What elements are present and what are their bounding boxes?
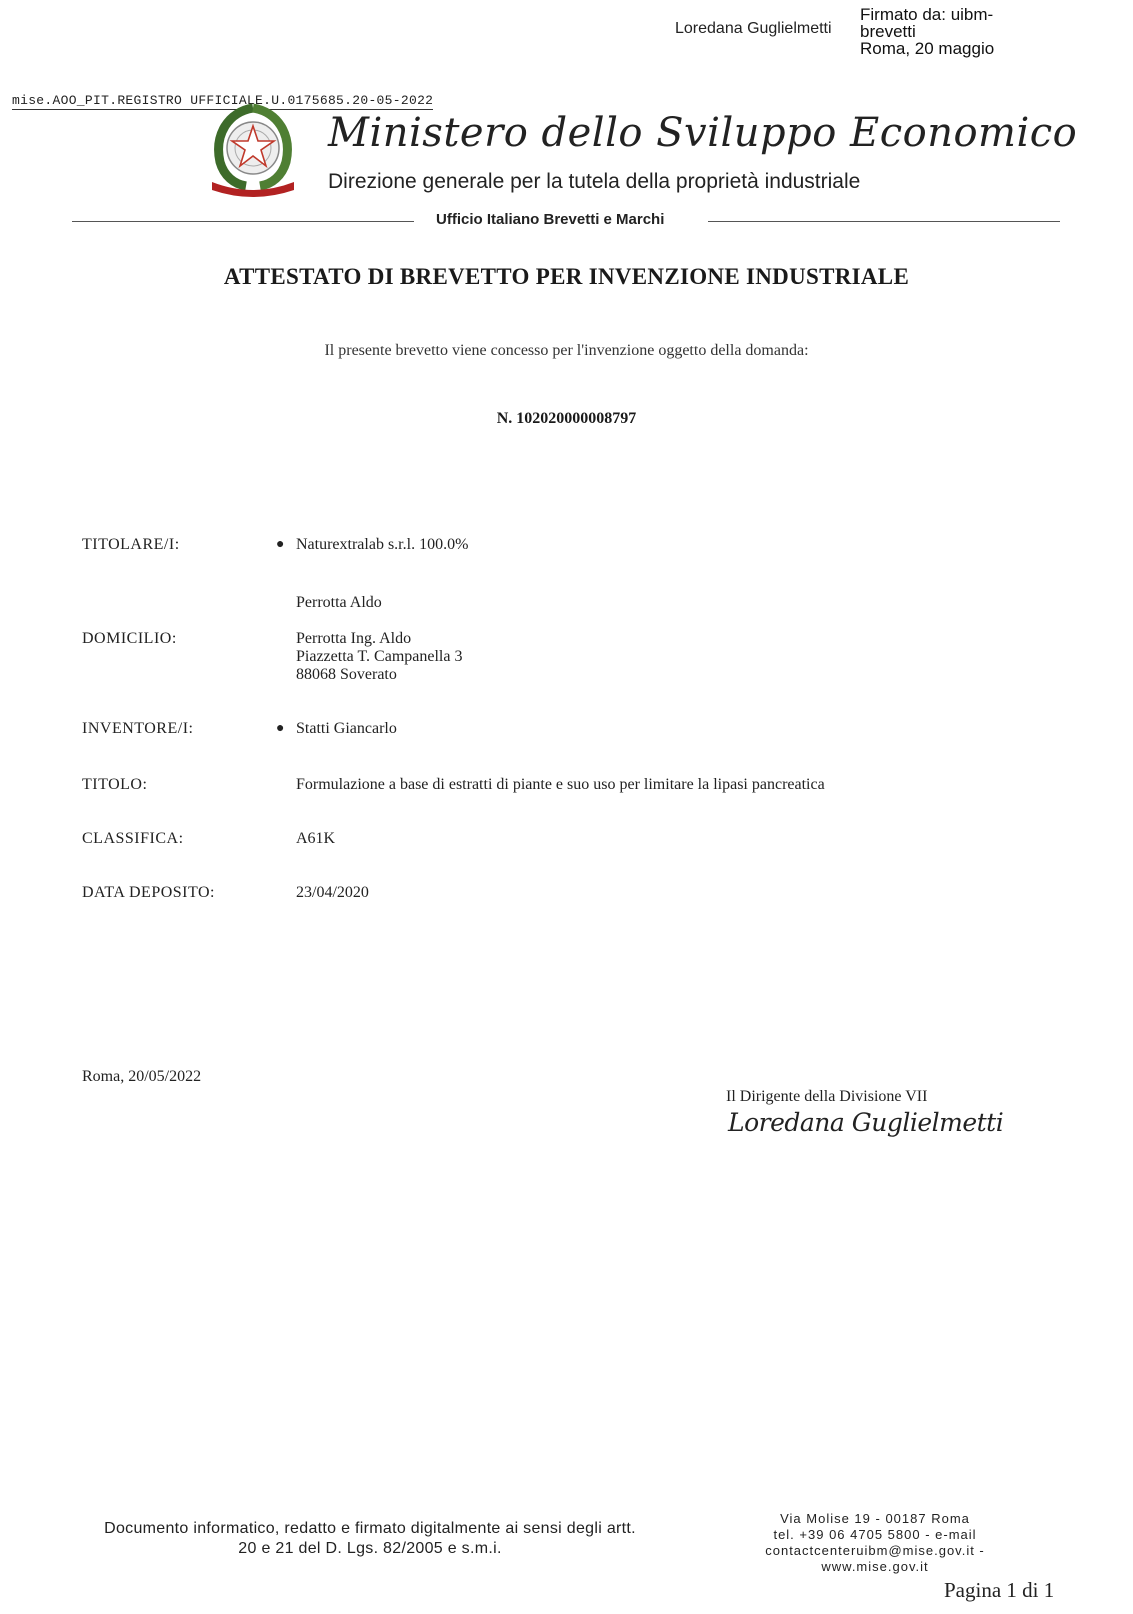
italian-republic-emblem-icon	[206, 100, 300, 200]
inventore-value: Statti Giancarlo	[296, 720, 397, 737]
footer-line: 20 e 21 del D. Lgs. 82/2005 e s.m.i.	[238, 1540, 502, 1557]
data-deposito-label: DATA DEPOSITO:	[82, 884, 215, 901]
application-number: N. 102020000008797	[496, 410, 637, 427]
ufficio-name: Ufficio Italiano Brevetti e Marchi	[436, 211, 665, 228]
rappresentante-value: Perrotta Aldo	[296, 594, 382, 611]
direzione-name: Direzione generale per la tutela della proprietà industriale	[328, 170, 861, 193]
classifica-label: CLASSIFICA:	[82, 830, 184, 847]
titolare-value: Naturextralab s.r.l. 100.0%	[296, 536, 469, 553]
domicilio-label: DOMICILIO:	[82, 630, 177, 647]
domicilio-address	[296, 630, 462, 684]
footer-legal-note	[60, 1519, 680, 1559]
contact-line: www.mise.gov.it	[821, 1559, 929, 1574]
address-line: Perrotta Ing. Aldo	[296, 630, 412, 647]
data-deposito-value: 23/04/2020	[296, 884, 369, 901]
document-title: ATTESTATO DI BREVETTO PER INVENZIONE INDUSTRIALE	[223, 264, 910, 289]
titolo-value: Formulazione a base di estratti di piante e suo uso per limitare la lipasi pancreatica	[296, 776, 825, 793]
inventore-label: INVENTORE/I:	[82, 720, 194, 737]
titolare-label: TITOLARE/I:	[82, 536, 180, 553]
footer-contacts	[740, 1511, 1010, 1575]
footer-line: Documento informatico, redatto e firmato digitalmente ai sensi degli artt.	[104, 1520, 636, 1537]
bullet-icon: ●	[276, 537, 285, 552]
contact-line: Via Molise 19 - 00187 Roma	[780, 1511, 970, 1526]
digital-signature-stamp	[860, 6, 994, 58]
bullet-icon: ●	[276, 721, 285, 736]
dirigente-title: Il Dirigente della Divisione VII	[726, 1088, 928, 1105]
header-rule-left	[72, 221, 414, 222]
place-date: Roma, 20/05/2022	[82, 1068, 202, 1085]
stamp-line: Roma, 20 maggio	[860, 39, 995, 58]
address-line: Piazzetta T. Campanella 3	[296, 648, 463, 665]
stamp-line: brevetti	[860, 22, 916, 41]
titolo-label: TITOLO:	[82, 776, 148, 793]
ministry-name: Ministero dello Sviluppo Economico	[328, 110, 1078, 156]
classifica-value: A61K	[296, 830, 336, 847]
stamp-line: Firmato da: uibm-	[860, 6, 994, 24]
contact-line: contactcenteruibm@mise.gov.it -	[765, 1543, 985, 1558]
header-rule-right	[708, 221, 1060, 222]
protocol-number: mise.AOO_PIT.REGISTRO UFFICIALE.U.0175685.20-05-2022	[12, 93, 434, 108]
intro-text: Il presente brevetto viene concesso per l'invenzione oggetto della domanda:	[324, 342, 809, 359]
address-line: 88068 Soverato	[296, 666, 397, 683]
contact-line: tel. +39 06 4705 5800 - e-mail	[773, 1527, 977, 1542]
page-number: Pagina 1 di 1	[944, 1578, 1055, 1602]
handwritten-signature: Loredana Guglielmetti	[728, 1108, 1004, 1137]
signer-name: Loredana Guglielmetti	[675, 20, 832, 37]
